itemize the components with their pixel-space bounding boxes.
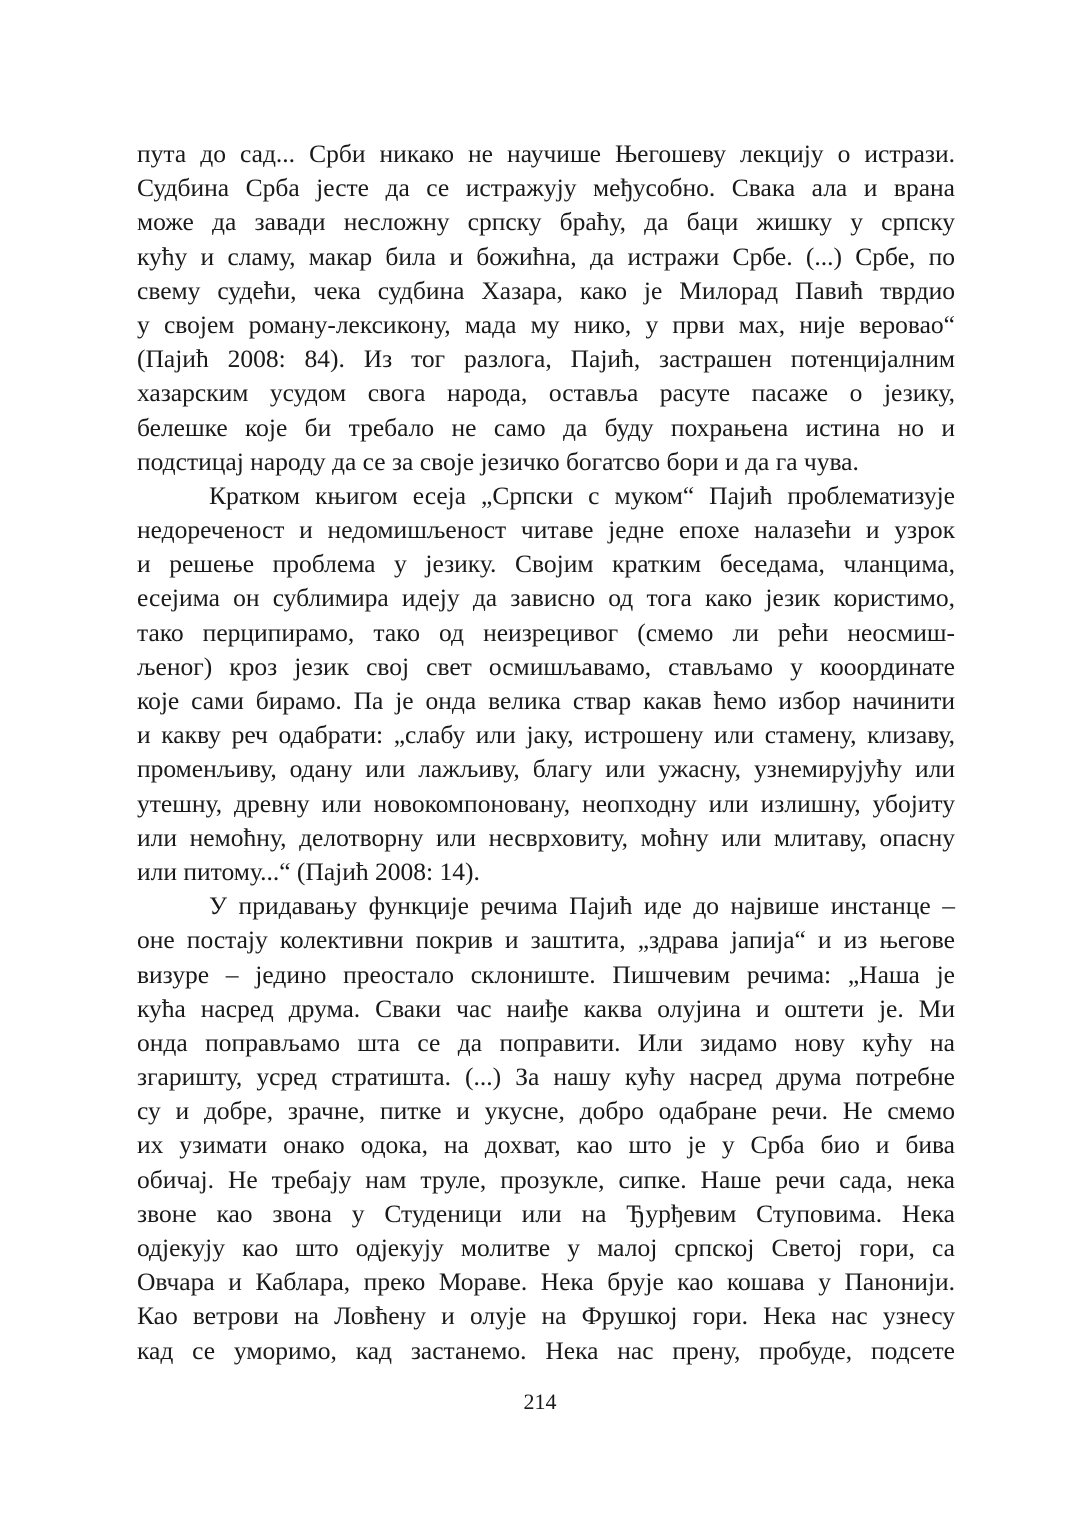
text-line: визуре – једино преостало склониште. Пишчевим речима: „Наша је (137, 959, 955, 989)
text-line: и решење проблема у језику. Својим кратким беседама, чланцима, (137, 549, 955, 579)
text-line: у својем роману-лексикону, мада му нико, у први мах, није веровао“ (137, 309, 955, 339)
text-line: тако перципирамо, тако од неизрецивог (смемо ли рећи неосмиш- (137, 617, 955, 647)
text-line: недореченост и недомишљеност читаве једне епохе налазећи и узрок (137, 515, 955, 545)
text-line: белешке које би требало не само да буду похрањена истина но и (137, 412, 955, 442)
text-line: Кратком књигом есеја „Српски с муком“ Пајић проблематизује (209, 480, 955, 510)
text-line: Овчара и Каблара, преко Мораве. Нека брује као кошава у Панонији. (137, 1267, 955, 1297)
text-line: У придавању функције речима Пајић иде до највише инстанце – (209, 891, 955, 921)
text-line: Као ветрови на Ловћену и олује на Фрушкој гори. Нека нас узнесу (137, 1301, 955, 1331)
text-line: кућа насред друма. Сваки час наиђе каква олујина и оштети је. Ми (137, 993, 955, 1023)
text-line: хазарским усудом свога народа, оставља расуте пасаже о језику, (137, 378, 955, 408)
text-line: може да завади несложну српску браћу, да баци жишку у српску (137, 207, 955, 237)
text-line: згаришту, усред стратишта. (...) За нашу кућу насред друма потребне (137, 1062, 955, 1092)
text-line: звоне као звона у Студеници или на Ђурђевим Ступовима. Нека (137, 1198, 955, 1228)
text-line: и какву реч одабрати: „слабу или јаку, истрошену или стамену, клизаву, (137, 720, 955, 750)
body-text (137, 137, 955, 1368)
text-line: су и добре, зрачне, питке и укусне, добро одабране речи. Не смемо (137, 1096, 955, 1126)
text-line: (Пајић 2008: 84). Из тог разлога, Пајић, застрашен потенцијалним (137, 344, 955, 374)
text-line: подстицај народу да се за своје језичко богатсво бори и да га чува. (137, 446, 859, 476)
text-line: кућу и сламу, макар била и божићна, да истражи Србе. (...) Србе, по (137, 241, 955, 271)
text-line: или немоћну, делотворну или несврховиту, моћну или млитаву, опасну (137, 822, 955, 852)
text-line: љеног) кроз језик свој свет осмишљавамо, стављамо у кооординате (137, 651, 955, 681)
text-line: кад се уморимо, кад застанемо. Нека нас прену, пробуде, подсете (137, 1335, 955, 1365)
text-line: оне постају колективни покрив и заштита, „здрава јапија“ и из његове (137, 925, 955, 955)
text-line: Судбина Срба јесте да се истражују међусобно. Свака ала и врана (137, 173, 955, 203)
text-line: које сами бирамо. Па је онда велика ствар какав ћемо избор начинити (137, 686, 955, 715)
text-line: утешну, древну или новокомпоновану, неопходну или излишну, убојиту (137, 788, 955, 818)
text-line: онда поправљамо шта се да поправити. Или зидамо нову кућу на (137, 1027, 955, 1057)
text-line: пута до сад... Срби никако не научише Његошеву лекцију о истрази. (137, 139, 955, 168)
text-line: променљиву, одану или лажљиву, благу или ужасну, узнемирујућу или (137, 754, 955, 784)
page-number: 214 (523, 1389, 557, 1414)
text-line: одјекују као што одјекују молитве у малој српској Светој гори, са (137, 1233, 955, 1262)
text-line: или питому...“ (Пајић 2008: 14). (137, 856, 480, 886)
text-line: их узимати онако одока, на дохват, као што је у Срба био и бива (137, 1130, 955, 1160)
text-line: есејима он сублимира идеју да зависно од тога како језик користимо, (137, 583, 955, 613)
text-line: свему судећи, чека судбина Хазара, како је Милорад Павић тврдио (137, 275, 955, 305)
text-line: обичај. Не требају нам труле, прозукле, сипке. Наше речи сада, нека (137, 1164, 955, 1194)
